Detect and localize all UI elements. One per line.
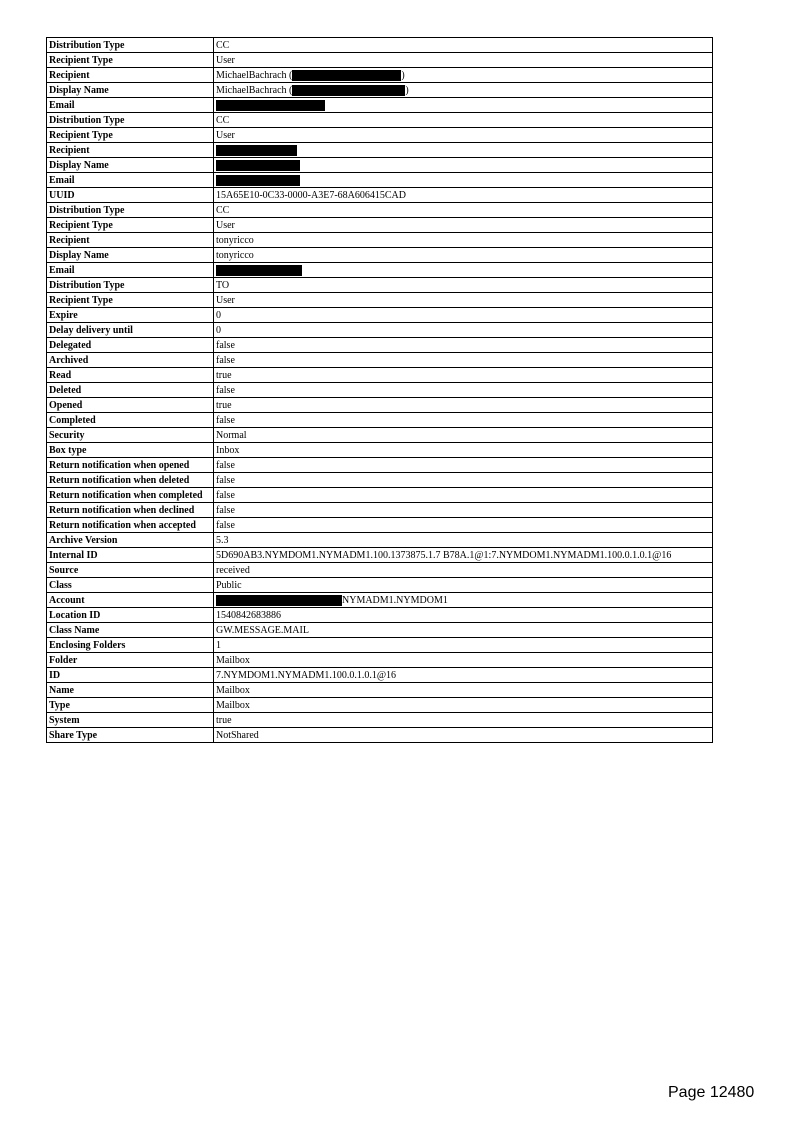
property-value: false [214, 458, 713, 473]
property-label: Recipient Type [47, 218, 214, 233]
property-value: User [214, 53, 713, 68]
property-label: Email [47, 173, 214, 188]
property-value: CC [214, 38, 713, 53]
property-value: tonyricco [214, 248, 713, 263]
property-value: User [214, 293, 713, 308]
table-row [47, 608, 713, 623]
property-value: tonyricco [214, 233, 713, 248]
table-row [47, 113, 713, 128]
property-label: Read [47, 368, 214, 383]
table-row [47, 518, 713, 533]
property-label: Recipient Type [47, 293, 214, 308]
table-row [47, 458, 713, 473]
table-row [47, 428, 713, 443]
property-label: Completed [47, 413, 214, 428]
property-label: Distribution Type [47, 203, 214, 218]
table-row [47, 713, 713, 728]
property-label: Name [47, 683, 214, 698]
property-value: true [214, 368, 713, 383]
property-value: 1540842683886 [214, 608, 713, 623]
property-label: System [47, 713, 214, 728]
property-label: Return notification when accepted [47, 518, 214, 533]
property-label: Share Type [47, 728, 214, 743]
property-value [214, 173, 713, 188]
property-value: false [214, 383, 713, 398]
property-label: Expire [47, 308, 214, 323]
properties-table [46, 37, 713, 743]
property-value [214, 143, 713, 158]
table-row [47, 533, 713, 548]
property-label: Type [47, 698, 214, 713]
property-label: Display Name [47, 83, 214, 98]
table-row [47, 263, 713, 278]
property-value [214, 158, 713, 173]
table-row [47, 563, 713, 578]
property-label: Return notification when declined [47, 503, 214, 518]
property-value: 0 [214, 323, 713, 338]
redaction-box [292, 70, 401, 81]
table-row [47, 53, 713, 68]
table-row [47, 578, 713, 593]
table-row [47, 488, 713, 503]
table-row [47, 98, 713, 113]
table-row [47, 143, 713, 158]
table-row [47, 473, 713, 488]
property-value [214, 68, 713, 83]
property-label: Class Name [47, 623, 214, 638]
redaction-box [216, 160, 300, 171]
table-row [47, 548, 713, 563]
property-label: Delegated [47, 338, 214, 353]
table-row [47, 308, 713, 323]
property-value: Mailbox [214, 653, 713, 668]
property-label: Recipient [47, 233, 214, 248]
table-row [47, 293, 713, 308]
redaction-box [216, 175, 300, 186]
property-label: Distribution Type [47, 38, 214, 53]
property-value: Public [214, 578, 713, 593]
property-value: Mailbox [214, 683, 713, 698]
table-row [47, 38, 713, 53]
property-label: Folder [47, 653, 214, 668]
table-row [47, 413, 713, 428]
property-label: Archive Version [47, 533, 214, 548]
property-label: Return notification when completed [47, 488, 214, 503]
property-label: Internal ID [47, 548, 214, 563]
property-label: Delay delivery until [47, 323, 214, 338]
table-row [47, 383, 713, 398]
table-row [47, 668, 713, 683]
table-row [47, 353, 713, 368]
table-row [47, 173, 713, 188]
property-label: Account [47, 593, 214, 608]
property-value: false [214, 338, 713, 353]
property-label: Recipient [47, 143, 214, 158]
property-value: 15A65E10-0C33-0000-A3E7-68A606415CAD [214, 188, 713, 203]
property-value: 5.3 [214, 533, 713, 548]
value-text: MichaelBachrach ( [216, 85, 293, 96]
table-row [47, 503, 713, 518]
property-label: UUID [47, 188, 214, 203]
property-value: false [214, 413, 713, 428]
property-label: Distribution Type [47, 278, 214, 293]
table-row [47, 398, 713, 413]
property-value: NotShared [214, 728, 713, 743]
property-label: Archived [47, 353, 214, 368]
table-row [47, 203, 713, 218]
property-label: Recipient Type [47, 53, 214, 68]
property-label: Class [47, 578, 214, 593]
property-value: false [214, 473, 713, 488]
property-label: Opened [47, 398, 214, 413]
table-row [47, 368, 713, 383]
property-label: Enclosing Folders [47, 638, 214, 653]
table-row [47, 278, 713, 293]
property-value: Inbox [214, 443, 713, 458]
redaction-box [216, 595, 342, 606]
property-value: Mailbox [214, 698, 713, 713]
redaction-box [292, 85, 405, 96]
property-value: User [214, 218, 713, 233]
property-value: 5D690AB3.NYMDOM1.NYMADM1.100.1373875.1.7 B78A.1@1:7.NYMDOM1.NYMADM1.100.0.1.0.1@16 [214, 548, 713, 563]
table-row [47, 593, 713, 608]
property-label: Return notification when opened [47, 458, 214, 473]
table-row [47, 233, 713, 248]
table-row [47, 653, 713, 668]
property-value [214, 593, 713, 608]
table-row [47, 218, 713, 233]
table-row [47, 68, 713, 83]
table-row [47, 128, 713, 143]
value-text: NYMADM1.NYMDOM1 [342, 595, 448, 606]
property-value [214, 83, 713, 98]
value-text: ) [405, 85, 409, 96]
property-label: Box type [47, 443, 214, 458]
property-value: TO [214, 278, 713, 293]
value-text: MichaelBachrach ( [216, 70, 293, 81]
property-value: User [214, 128, 713, 143]
table-row [47, 83, 713, 98]
property-label: Distribution Type [47, 113, 214, 128]
property-label: ID [47, 668, 214, 683]
property-value: false [214, 518, 713, 533]
property-label: Source [47, 563, 214, 578]
table-row [47, 728, 713, 743]
property-label: Email [47, 98, 214, 113]
property-value: 7.NYMDOM1.NYMADM1.100.0.1.0.1@16 [214, 668, 713, 683]
table-row [47, 188, 713, 203]
property-value: CC [214, 203, 713, 218]
property-value: Normal [214, 428, 713, 443]
value-text: ) [401, 70, 405, 81]
property-value: CC [214, 113, 713, 128]
property-label: Recipient [47, 68, 214, 83]
property-value [214, 263, 713, 278]
page-number: Page 12480 [668, 1084, 755, 1101]
property-value: false [214, 503, 713, 518]
redaction-box [216, 100, 325, 111]
table-row [47, 698, 713, 713]
table-row [47, 248, 713, 263]
table-row [47, 623, 713, 638]
property-label: Security [47, 428, 214, 443]
table-row [47, 158, 713, 173]
table-row [47, 443, 713, 458]
property-value: GW.MESSAGE.MAIL [214, 623, 713, 638]
table-row [47, 338, 713, 353]
property-label: Email [47, 263, 214, 278]
property-value: true [214, 398, 713, 413]
redaction-box [216, 145, 297, 156]
property-label: Deleted [47, 383, 214, 398]
property-label: Location ID [47, 608, 214, 623]
property-label: Display Name [47, 158, 214, 173]
table-row [47, 638, 713, 653]
property-value: 1 [214, 638, 713, 653]
table-row [47, 683, 713, 698]
property-value: received [214, 563, 713, 578]
redaction-box [216, 265, 302, 276]
property-value: true [214, 713, 713, 728]
property-value: 0 [214, 308, 713, 323]
table-row [47, 323, 713, 338]
property-value: false [214, 488, 713, 503]
property-label: Return notification when deleted [47, 473, 214, 488]
property-label: Recipient Type [47, 128, 214, 143]
property-value: false [214, 353, 713, 368]
property-value [214, 98, 713, 113]
property-label: Display Name [47, 248, 214, 263]
